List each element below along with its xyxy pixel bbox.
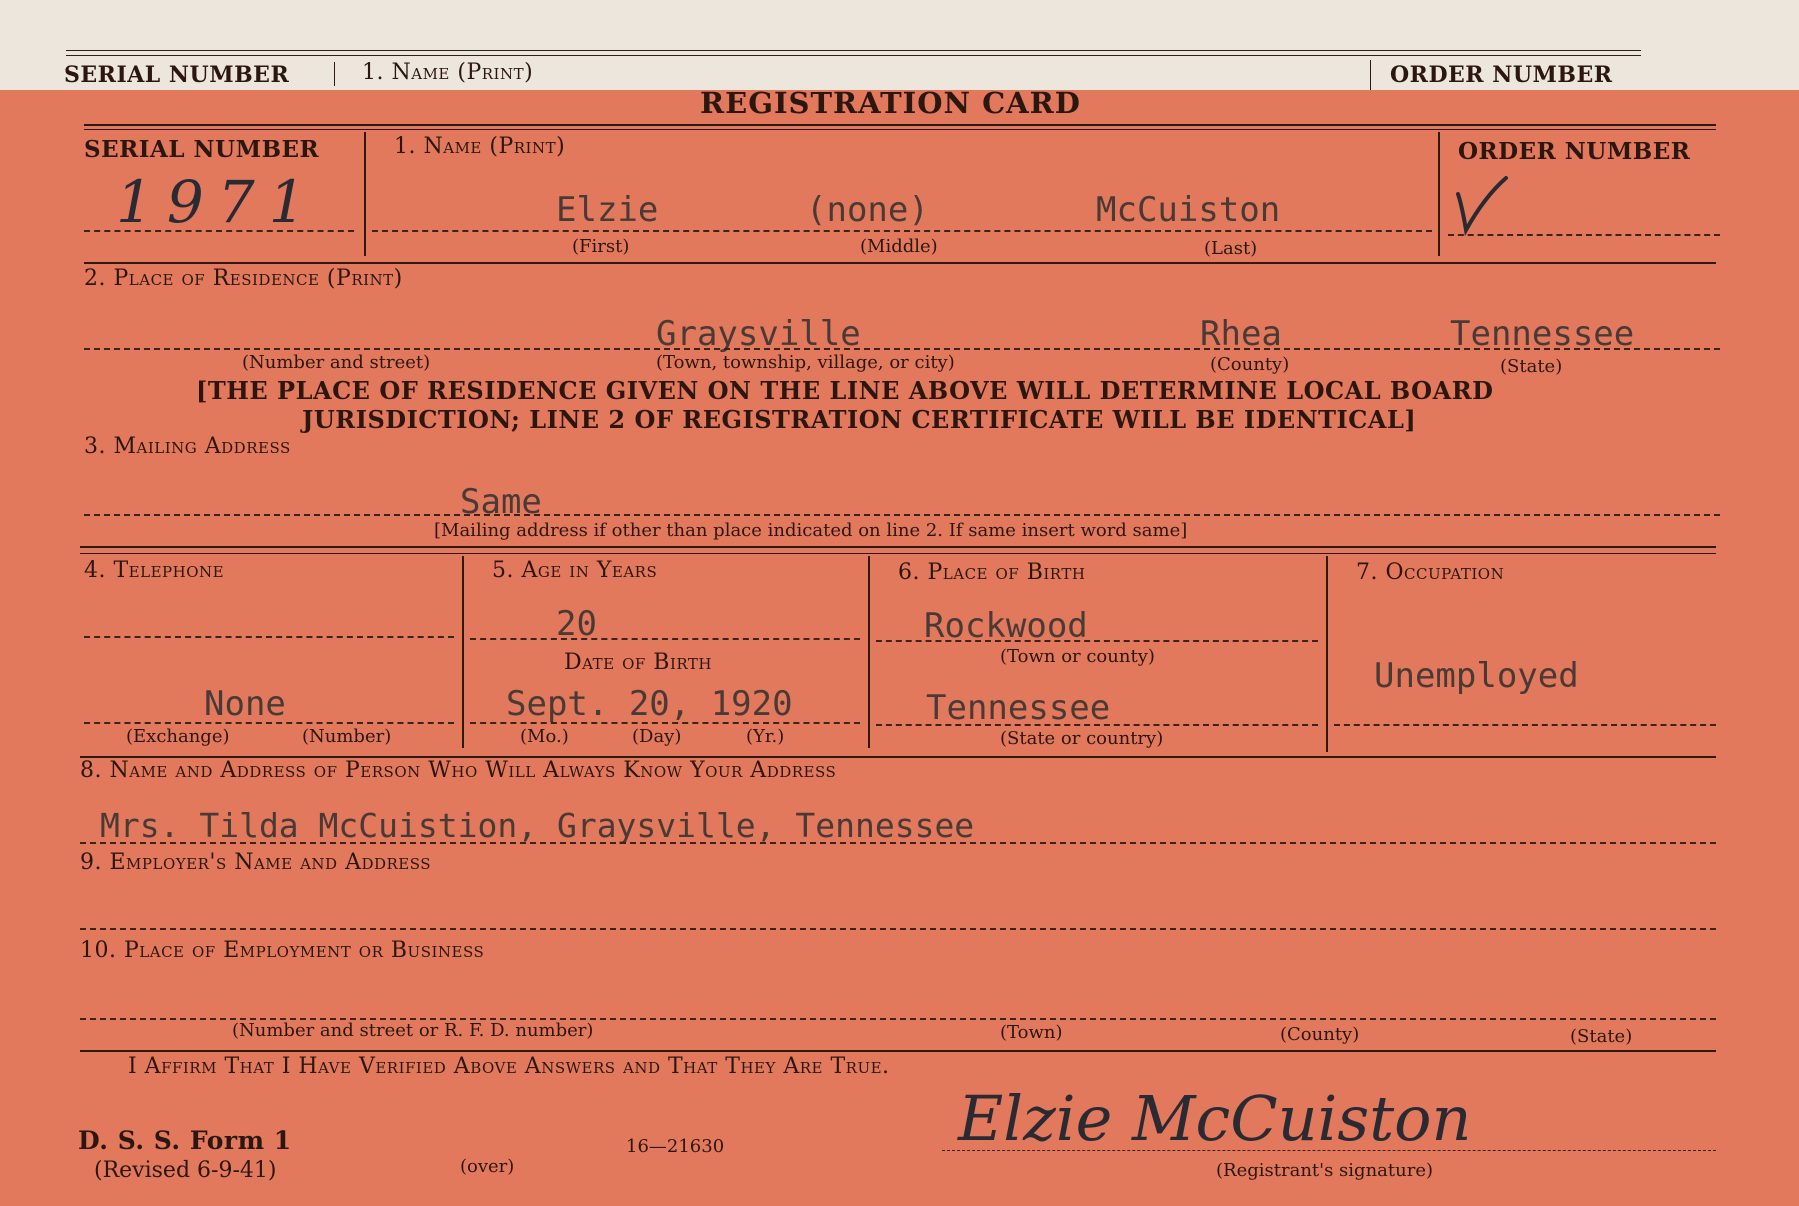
age-value: 20 [556,604,597,644]
form-revised: (Revised 6-9-41) [94,1158,277,1183]
dob-mo-caption: (Mo.) [520,726,569,747]
serial-number-label: SERIAL NUMBER [84,136,320,163]
check-mark-icon [1452,172,1512,236]
affirm-statement: I Affirm That I Have Verified Above Answers and That They Are True. [128,1054,890,1079]
form-id: D. S. S. Form 1 [78,1126,292,1155]
contact-value: Mrs. Tilda McCuistion, Graysville, Tennessee [100,806,975,845]
dob-day-caption: (Day) [632,726,682,747]
signature-caption: (Registrant's signature) [1216,1160,1433,1181]
telephone-label: 4. Telephone [84,558,225,583]
header-strip [0,0,1799,90]
residence-label: 2. Place of Residence (Print) [84,266,403,291]
last-caption: (Last) [1204,238,1258,259]
mailing-label: 3. Mailing Address [84,434,291,459]
occupation-value: Unemployed [1374,656,1579,696]
residence-county-caption: (County) [1210,354,1290,375]
jurisdiction-line-1: [THE PLACE OF RESIDENCE GIVEN ON THE LINE ABOVE WILL DETERMINE LOCAL BOARD [196,376,1494,405]
telephone-exchange-caption: (Exchange) [126,726,230,747]
dob-yr-caption: (Yr.) [746,726,785,747]
employment-county-caption: (County) [1280,1024,1360,1045]
mailing-caption: [Mailing address if other than place indicated on line 2. If same insert word same] [434,520,1188,541]
over-note: (over) [460,1156,515,1177]
mailing-value: Same [460,482,542,522]
order-number-label: ORDER NUMBER [1458,138,1691,165]
residence-state-caption: (State) [1500,356,1563,377]
employment-street-caption: (Number and street or R. F. D. number) [232,1020,594,1041]
birthplace-label: 6. Place of Birth [898,560,1086,585]
residence-street-caption: (Number and street) [242,352,431,373]
birth-state-value: Tennessee [926,688,1111,728]
employment-state-caption: (State) [1570,1026,1633,1047]
first-name-value: Elzie [556,190,659,230]
residence-county-value: Rhea [1200,314,1282,354]
form-title: REGISTRATION CARD [700,86,1081,120]
employment-label: 10. Place of Employment or Business [80,938,485,963]
residence-town-caption: (Town, township, village, or city) [656,352,955,373]
residence-town-value: Graysville [656,314,861,354]
strip-serial-label: SERIAL NUMBER [64,62,290,88]
birth-state-caption: (State or country) [1000,728,1164,749]
age-label: 5. Age in Years [492,558,658,583]
dob-label: Date of Birth [564,650,713,675]
jurisdiction-line-2: JURISDICTION; LINE 2 OF REGISTRATION CERTIFICATE WILL BE IDENTICAL] [302,405,1417,434]
name-label: 1. Name (Print) [394,134,566,159]
strip-order-label: ORDER NUMBER [1390,62,1613,88]
print-code: 16—21630 [626,1136,725,1157]
registrant-signature: Elzie McCuiston [958,1082,1472,1155]
contact-label: 8. Name and Address of Person Who Will Always Know Your Address [80,758,837,783]
birth-town-value: Rockwood [924,606,1088,646]
telephone-value: None [204,684,286,724]
birth-town-caption: (Town or county) [1000,646,1155,667]
occupation-label: 7. Occupation [1356,560,1505,585]
middle-name-value: (none) [806,190,929,230]
residence-state-value: Tennessee [1450,314,1635,354]
strip-name-label: 1. Name (Print) [362,60,534,85]
dob-value: Sept. 20, 1920 [506,684,793,724]
last-name-value: McCuiston [1096,190,1281,230]
employer-label: 9. Employer's Name and Address [80,850,432,875]
telephone-number-caption: (Number) [302,726,392,747]
middle-caption: (Middle) [860,236,938,257]
first-caption: (First) [572,236,630,257]
employment-town-caption: (Town) [1000,1022,1063,1043]
serial-number-value: 1971 [116,168,320,236]
